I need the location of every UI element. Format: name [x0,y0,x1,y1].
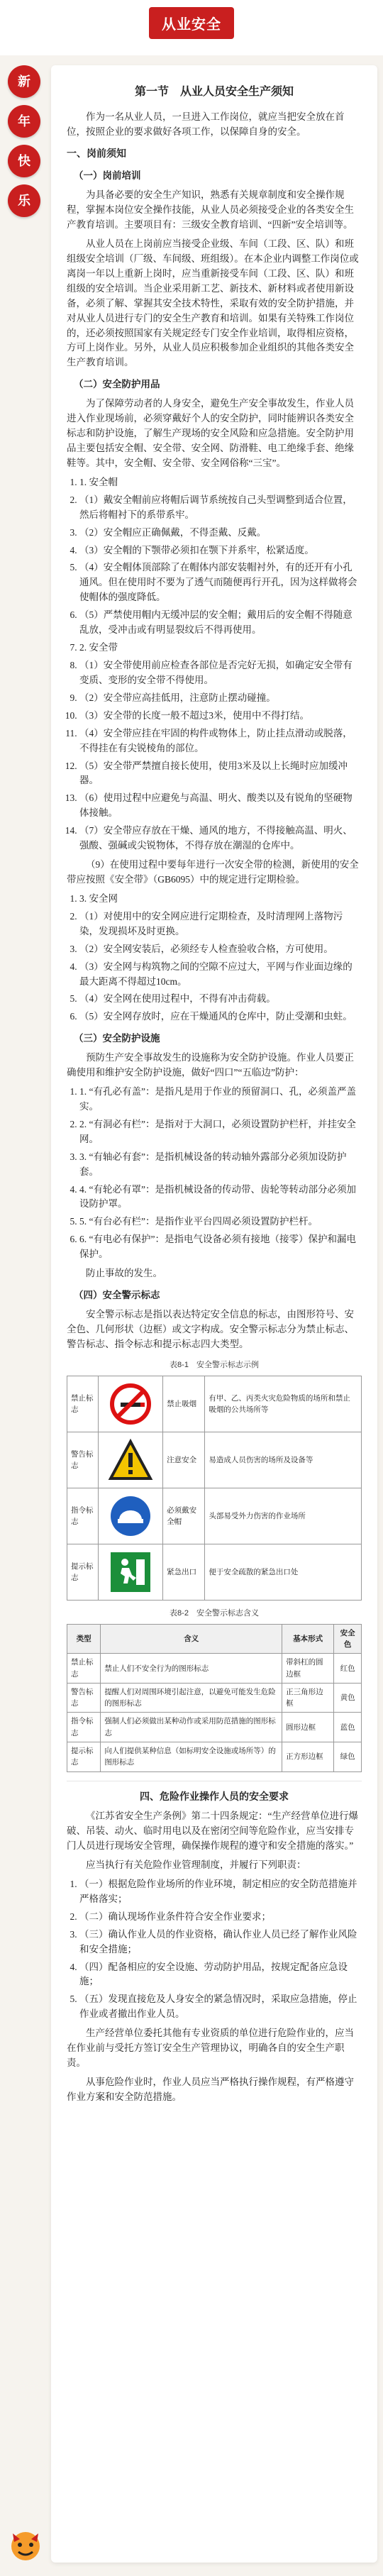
sign-icon-cell [99,1544,163,1600]
table-cell: 禁止人们不安全行为的图形标志 [101,1654,282,1684]
list-item: 5. 5. “有台必有栏”：是指作业平台四周必须设置防护栏杆。 [79,1215,362,1229]
table-cell: 禁止标志 [67,1654,101,1684]
table-header: 基本形式 [282,1624,334,1654]
list-item: 4. （3）安全帽的下颚带必须扣在颚下并系牢，松紧适度。 [79,543,362,558]
table-header: 类型 [67,1624,101,1654]
list-item: 1. 3. 安全网 [79,892,362,907]
emergency-exit-icon [106,1547,155,1597]
list-item: 7. 2. 安全带 [79,641,362,656]
list-item: 2. （1）戴安全帽前应将帽后调节系统按自己头型调整到适合位置，然后将帽衬下的系带系牢。 [79,493,362,523]
list-item: 3. 3. “有轴必有套”：是指机械设备的转动轴外露部分必须加设防护套。 [79,1150,362,1180]
table-cell: 强制人们必须做出某种动作或采用防范措施的图形标志 [101,1713,282,1742]
list-item: 3. （2）安全网安装后，必须经专人检查验收合格，方可使用。 [79,942,362,957]
table-cell-name: 紧急出口 [163,1544,205,1600]
table-cell-desc: 易造成人员伤害的场所及设备等 [205,1432,362,1488]
list-item: 2. （二）确认现场作业条件符合安全作业要求； [79,1910,362,1925]
side-badges [4,62,44,224]
part1-sub3-p1: 预防生产安全事故发生的设施称为安全防护设施。作业人员要正确使用和维护安全防护设施，做好“四口”“五临边”防护： [67,1052,354,1078]
list-item: 5. （五）发现直接危及人身安全的紧急情况时，采取应急措施，停止作业或者撤出作业人员。 [79,1992,362,2022]
table-cell: 圆形边框 [282,1713,334,1742]
table-cell: 绿色 [334,1742,362,1772]
list-item: 2. （1）对使用中的安全网应进行定期检查，及时清理网上落物污染，发现损坏及时更换。 [79,910,362,939]
table-cell: 蓝色 [334,1713,362,1742]
table-row [67,1376,362,1432]
list-item: 1. 1. 安全帽 [79,475,362,490]
part1-sub2-p1: 为了保障劳动者的人身安全，避免生产安全事故发生，作业人员进入作业现场前，必须穿戴好个人的安全防护，同时能辨识各类安全标志和防护设施，了解生产现场的安全风险和应急措施。安全防护用品主要包括安全帽、安全带、安全网、防滑鞋、电工绝缘手套、绝缘鞋等。其中，安全帽、安全带、安全网俗称“三宝”。 [67,398,354,468]
table-cell-type: 警告标志 [67,1432,99,1488]
part4-p2: 应当执行有关危险作业管理制度，并履行下列职责： [86,1859,306,1870]
table-row [67,1654,362,1684]
table-cell-name: 注意安全 [163,1432,205,1488]
part4-p3: 生产经营单位委托其他有专业资质的单位进行危险作业的，应当在作业前与受托方签订安全生产管理协议，明确各自的安全生产职责。 [67,2028,354,2069]
list-item: 2. 2. “有洞必有栏”：是指对于大洞口，必须设置防护栏杆，并挂安全网。 [79,1117,362,1147]
mascot-icon [0,2518,51,2569]
list-item: 6. （5）安全网存放时，应在干燥通风的仓库中，防止受潮和虫蛀。 [79,1010,362,1024]
part1-sub1-p1: 为具备必要的安全生产知识，熟悉有关规章制度和安全操作规程，掌握本岗位安全操作技能，从业人员必须接受企业的各类安全生产教育培训。主要项目有：三级安全教育培训、“四新”安全培训等。 [67,189,354,231]
table-row [67,1683,362,1713]
part1-sub4-p1: 安全警示标志是指以表达特定安全信息的标志，由图形符号、安全色、几何形状（边框）或文字构成。安全警示标志分为禁止标志、警告标志、指令标志和提示标志四大类型。 [67,1309,354,1349]
part1-sub4-title: （四）安全警示标志 [74,1290,160,1301]
table-header: 含义 [101,1624,282,1654]
table-cell-desc: 便于安全疏散的紧急出口处 [205,1544,362,1600]
list-item: 4. （四）配备相应的安全设施、劳动防护用品，按规定配备应急设施； [79,1960,362,1990]
list-item: 5. （4）安全网在使用过程中，不得有冲击荷载。 [79,992,362,1007]
part4-p1: 《江苏省安全生产条例》第二十四条规定：“生产经营单位进行爆破、吊装、动火、临时用电以及在密闭空间等危险作业，应当安排专门人员进行现场安全管理，确保操作规程的遵守和安全措施的落实。” [67,1811,358,1852]
hazardous-work-duties-list [79,1877,362,2022]
list-item: 6. （5）严禁使用帽内无缓冲层的安全帽；戴用后的安全帽不得随意乱放，受冲击或有明显裂纹后不得再使用。 [79,608,362,638]
part1-sub1-p2: 从业人员在上岗前应当接受企业级、车间（工段、区、队）和班组级安全培训（厂级、车间级、班组级）。在本企业内调整工作岗位或离岗一年以上重新上岗时，应当重新接受车间（工段、区、队）和班组级的安全培训。当企业采用新工艺、新技术、新材料或者使用新设备，必须了解、掌握其安全技术特性，采取有效的安全防护措施，并对从业人员进行专门的安全生产教育和培训。如果有关特殊工作岗位的，还必须按照国家有关规定经专门安全作业培训，取得相应资格，方可上岗作业。另外，从业人员应积极参加企业组织的其他各类安全生产教育培训。 [67,238,359,368]
page-title: 从业安全 [149,7,234,39]
table-cell: 正方形边框 [282,1742,334,1772]
warning-signs-table [67,1376,362,1601]
section-title: 第一节 从业人员安全生产须知 [134,86,294,98]
badge-3: 快 [8,145,40,177]
part1-sub2-p2: （9）在使用过程中要每年进行一次安全带的检测，新使用的安全带应按照《安全带》（GB6095）中的规定进行定期检验。 [67,859,359,885]
hard-hat-icon [106,1491,155,1541]
table-header: 安全色 [334,1624,362,1654]
table-cell: 黄色 [334,1683,362,1713]
no-smoking-icon [106,1379,155,1429]
sign-icon-cell [99,1376,163,1432]
badge-2: 年 [8,105,40,138]
list-item: 14. （7）安全带应存放在干燥、通风的地方，不得接触高温、明火、强酸、强碱或尖锐物体，不得存放在潮湿的仓库中。 [79,824,362,853]
table-cell: 警告标志 [67,1683,101,1713]
list-item: 6. 6. “有电必有保护”：是指电气设备必须有接地（接零）保护和漏电保护。 [79,1232,362,1262]
table-cell: 提示标志 [67,1742,101,1772]
top-banner [0,0,383,55]
list-item: 12. （5）安全带严禁擅自接长使用，使用3米及以上长绳时应加缓冲器。 [79,759,362,789]
list-item: 9. （2）安全带应高挂低用，注意防止摆动碰撞。 [79,691,362,706]
document-content [51,65,377,2105]
table-cell-type: 禁止标志 [67,1376,99,1432]
safety-equipment-list [79,475,362,853]
list-item: 1. 1. “有孔必有盖”：是指凡是用于作业的预留洞口、孔，必须盖严盖实。 [79,1085,362,1115]
table-row [67,1713,362,1742]
part4-p4: 从事危险作业时，作业人员应当严格执行操作规程，有严格遵守作业方案和安全防范措施。 [67,2076,354,2102]
table-row [67,1544,362,1600]
list-item: 4. 4. “有轮必有罩”：是指机械设备的传动带、齿轮等转动部分必须加设防护罩。 [79,1183,362,1212]
sign-icon-cell [99,1488,163,1544]
badge-4: 乐 [8,184,40,217]
table-cell: 指令标志 [67,1713,101,1742]
table-cell-type: 指令标志 [67,1488,99,1544]
list-item: 10. （3）安全带的长度一般不超过3米，使用中不得打结。 [79,709,362,724]
table-row [67,1432,362,1488]
table-cell-desc: 头部易受外力伤害的作业场所 [205,1488,362,1544]
part4-title: 四、危险作业操作人员的安全要求 [140,1791,289,1803]
part1-sub3-title: （三）安全防护设施 [74,1033,160,1044]
list-item: 8. （1）安全带使用前应检查各部位是否完好无损，如确定安全带有变质、变形的安全带不得使用。 [79,658,362,688]
table1-caption: 表8-1 安全警示标志示例 [170,1360,259,1369]
list-item: 13. （6）使用过程中应避免与高温、明火、酸类以及有锐角的坚硬物体接触。 [79,791,362,821]
safety-net-list [79,892,362,1024]
warning-triangle-icon [106,1435,155,1485]
list-item: 11. （4）安全带应挂在牢固的构件或物体上，防止挂点滑动或脱落，不得挂在有尖锐棱角的部位。 [79,726,362,756]
table-cell: 带斜杠的圆边框 [282,1654,334,1684]
list-item: 4. （3）安全网与构筑物之间的空隙不应过大，平网与作业面边缘的最大距离不得超过10cm。 [79,960,362,990]
table-row [67,1742,362,1772]
table-row [67,1488,362,1544]
protection-facilities-list [79,1085,362,1262]
table-cell-name: 必须戴安全帽 [163,1488,205,1544]
sign-meaning-table [67,1624,362,1772]
list-item: 1. （一）根据危险作业场所的作业环境，制定相应的安全防范措施并严格落实； [79,1877,362,1907]
table-cell-type: 提示标志 [67,1544,99,1600]
table-cell-name: 禁止吸烟 [163,1376,205,1432]
table-header-row [67,1624,362,1654]
sign-icon-cell [99,1432,163,1488]
part1-title: 一、岗前须知 [67,148,126,160]
part1-sub2-title: （二）安全防护用品 [74,379,160,390]
intro-paragraph: 作为一名从业人员，一旦进入工作岗位，就应当把安全放在首位，按照企业的要求做好各项工作，以保障自身的安全。 [67,111,345,137]
part1-sub1-title: （一）岗前培训 [74,170,141,182]
list-item: 5. （4）安全帽体顶部除了在帽体内部安装帽衬外，有的还开有小孔通风。但在使用时不要为了透气而随便再行开孔，因为这样做将会使帽体的强度降低。 [79,560,362,605]
table-cell: 红色 [334,1654,362,1684]
table-cell-desc: 有甲、乙、丙类火灾危险物质的场所和禁止吸烟的公共场所等 [205,1376,362,1432]
list-item: 3. （2）安全帽应正确佩戴，不得歪戴、反戴。 [79,526,362,541]
document-card [51,65,377,2563]
part1-sub3-p2: 防止事故的发生。 [86,1268,162,1279]
list-item: 3. （三）确认作业人员的作业资格，确认作业人员已经了解作业风险和安全措施； [79,1928,362,1957]
badge-1: 新 [8,65,40,98]
table2-caption: 表8-2 安全警示标志含义 [170,1608,259,1618]
table-cell: 向人们提供某种信息（如标明安全设施或场所等）的图形标志 [101,1742,282,1772]
table-cell: 正三角形边框 [282,1683,334,1713]
table-cell: 提醒人们对周围环境引起注意，以避免可能发生危险的图形标志 [101,1683,282,1713]
